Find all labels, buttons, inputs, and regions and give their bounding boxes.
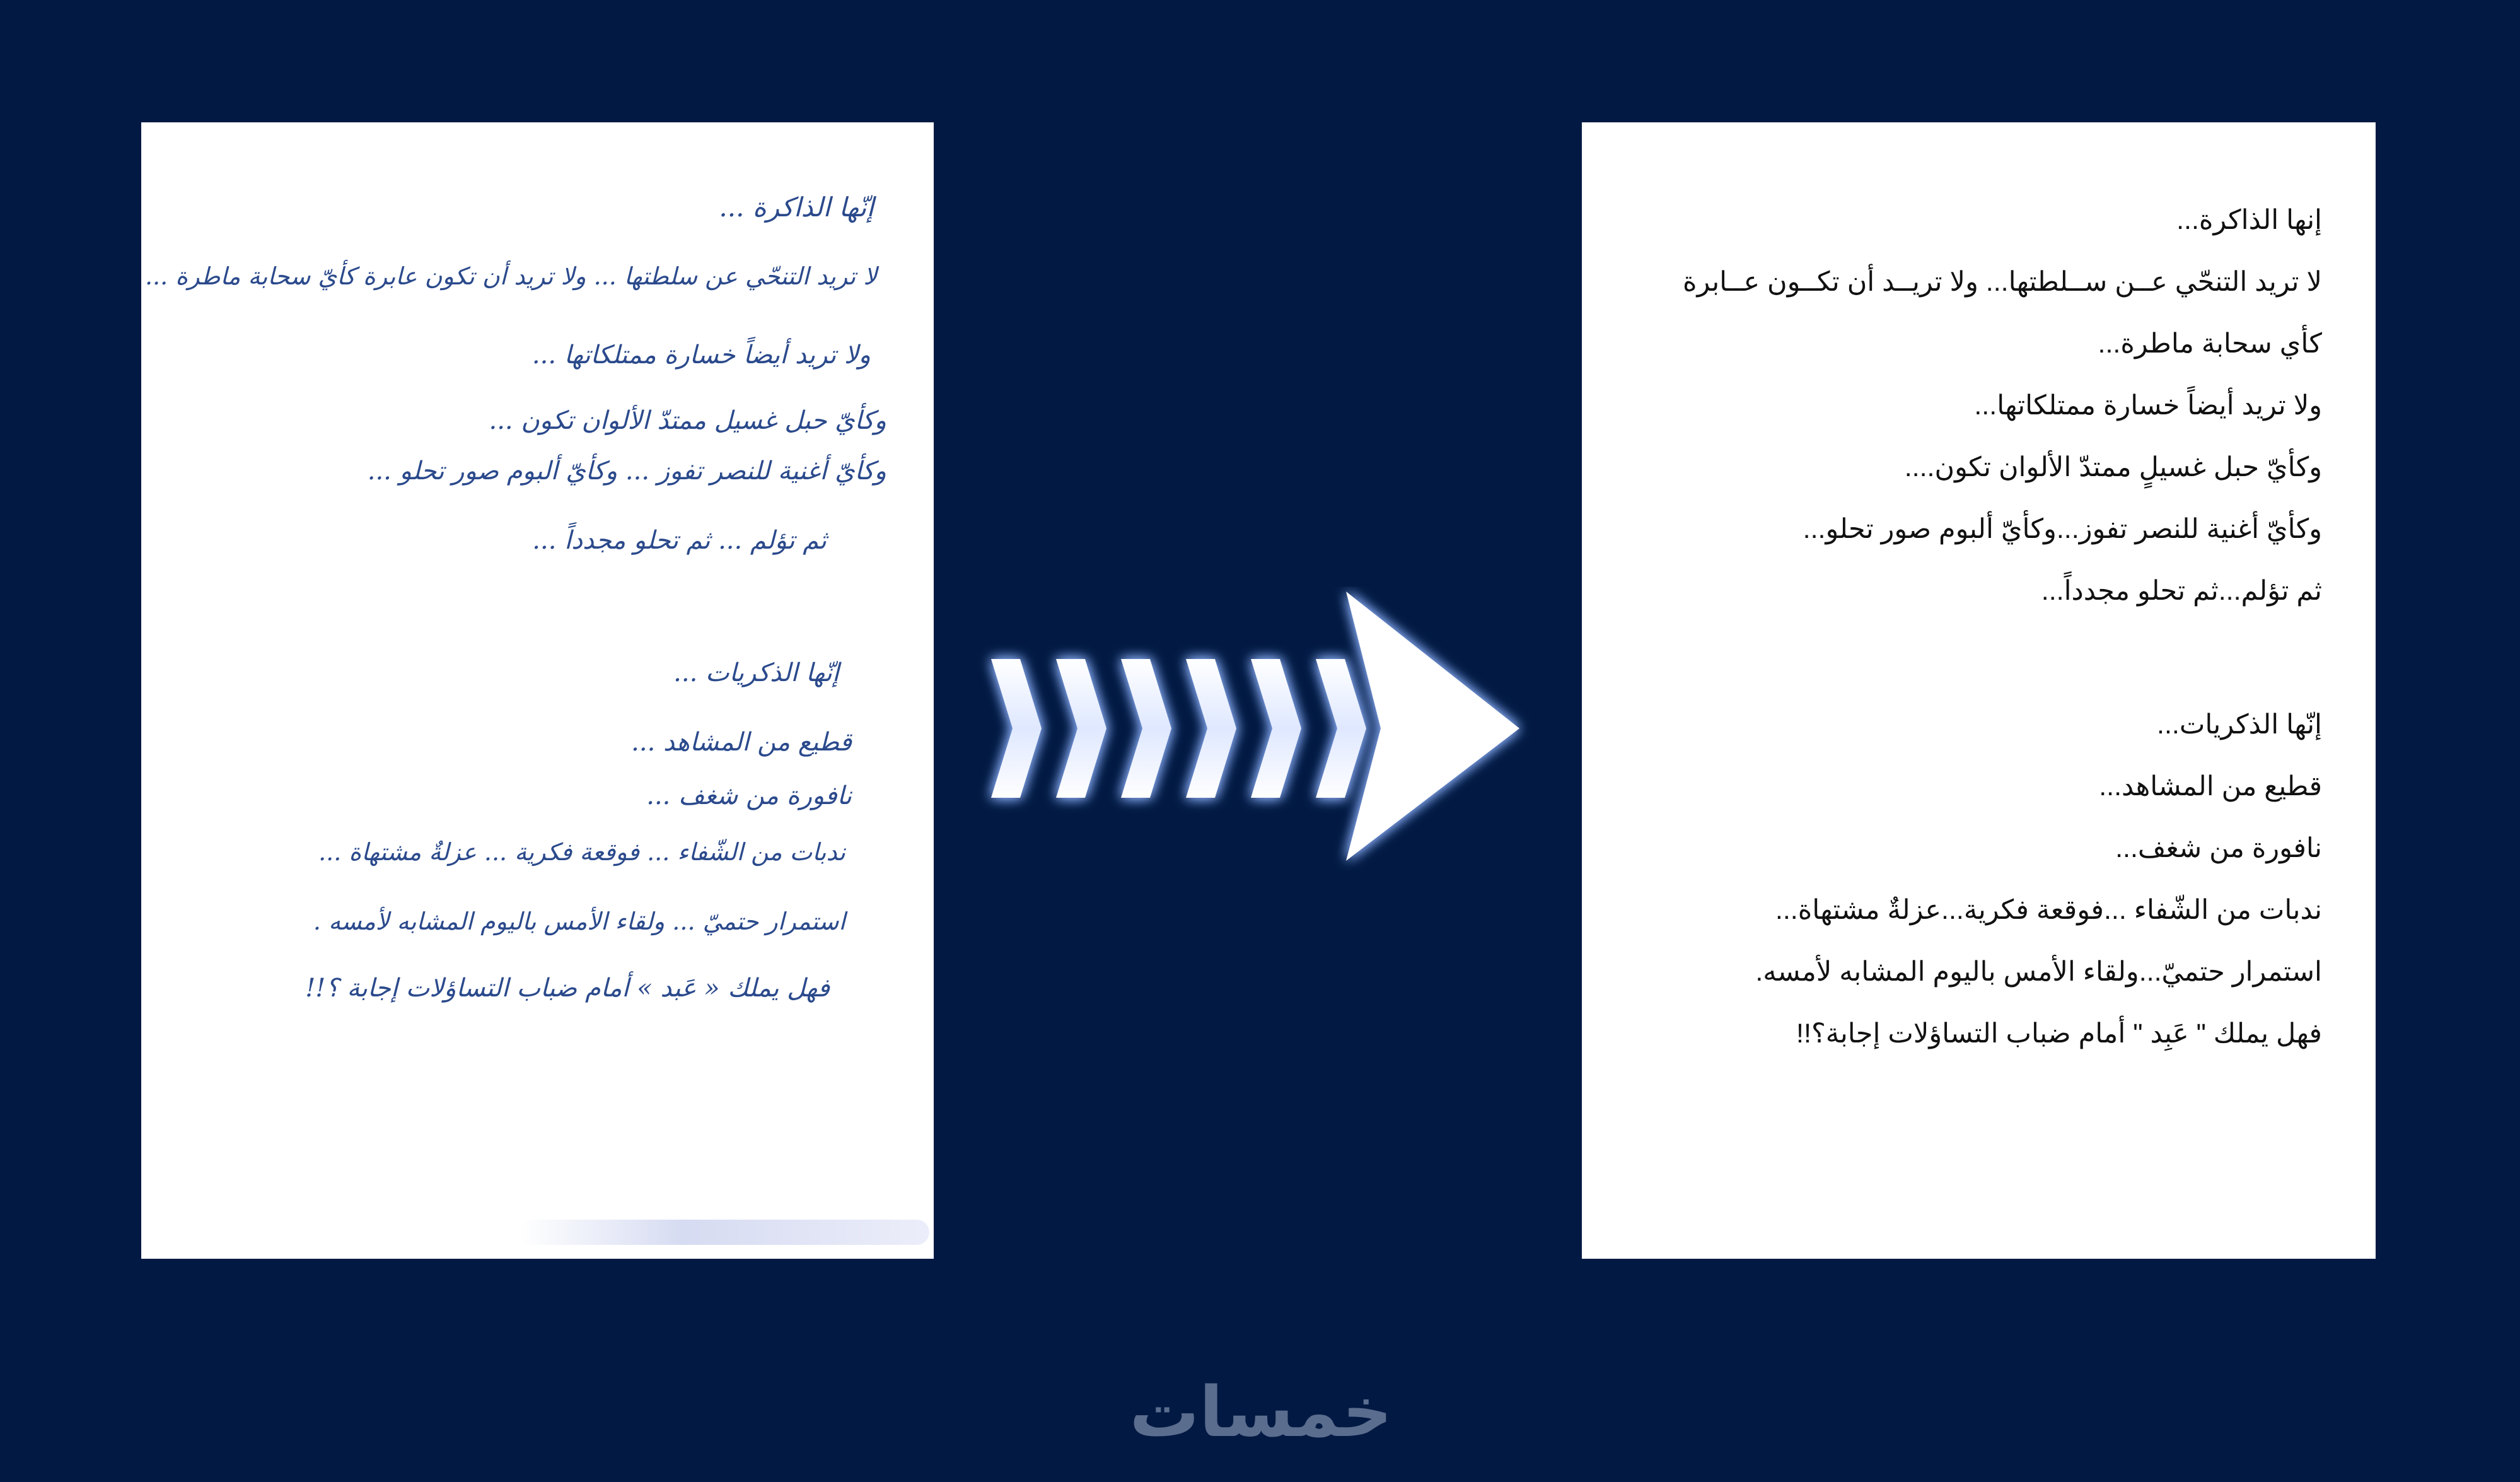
- handwritten-line: ولا تريد أيضاً خسارة ممتلكاتها ...: [531, 341, 871, 370]
- typed-line: نافورة من شغف...: [2115, 833, 2322, 863]
- typed-line: فهل يملك " عَبِد " أمام ضباب التساؤلات إجابة؟!!: [1796, 1018, 2322, 1049]
- handwritten-page: [141, 122, 934, 1259]
- arrow-icon: [977, 586, 1532, 870]
- typed-line: ولا تريد أيضاً خسارة ممتلكاتها...: [1974, 390, 2322, 421]
- typed-line: كأي سحابة ماطرة...: [2098, 329, 2322, 359]
- brand-logo: خمسات: [1129, 1372, 1393, 1452]
- typed-page: [1582, 122, 2376, 1259]
- typed-line: وكأيّ حبل غسيلٍ ممتدّ الألوان تكون....: [1904, 452, 2322, 482]
- handwritten-line: قطيع من المشاهد ...: [631, 728, 852, 757]
- handwritten-line: وكأيّ أغنية للنصر تفوز ... وكأيّ ألبوم صور تحلو ...: [367, 457, 886, 486]
- typed-line: ندبات من الشّفاء ...فوقعة فكرية...عزلةٌ مشتهاة...: [1775, 895, 2322, 925]
- handwritten-line: إنّها الذاكرة ...: [719, 192, 874, 223]
- handwritten-line: فهل يملك « عَبد » أمام ضباب التساؤلات إجابة ؟!!: [305, 974, 830, 1003]
- typed-line: لا تريد التنحّي عــن ســلطتها... ولا تريــد أن تكــون عــابرة: [1682, 267, 2322, 297]
- handwritten-line: استمرار حتميّ ... ولقاء الأمس باليوم المشابه لأمسه .: [313, 907, 845, 935]
- typed-line: ثم تؤلم...ثم تحلو مجدداً...: [2041, 576, 2322, 606]
- handwritten-line: نافورة من شغف ...: [646, 781, 852, 810]
- scan-smudge: [520, 1220, 929, 1245]
- handwritten-line: وكأيّ حبل غسيل ممتدّ الألوان تكون ...: [489, 406, 886, 435]
- typed-line: وكأيّ أغنية للنصر تفوز...وكأيّ ألبوم صور تحلو...: [1803, 514, 2322, 544]
- handwritten-line: إنّها الذكريات ...: [673, 658, 839, 687]
- typed-line: قطيع من المشاهد...: [2099, 771, 2322, 802]
- typed-line: إنّها الذكريات...: [2157, 709, 2322, 740]
- handwritten-line: ثم تؤلم ... ثم تحلو مجدداً ...: [532, 526, 827, 555]
- handwritten-line: لا تريد التنحّي عن سلطتها ... ولا تريد أن تكون عابرة كأيّ سحابة ماطرة ...: [144, 262, 877, 290]
- handwritten-line: ندبات من الشّفاء ... فوقعة فكرية ... عزلةٌ مشتهاة ...: [318, 838, 845, 866]
- typed-line: إنها الذاكرة...: [2176, 205, 2322, 235]
- typed-line: استمرار حتميّ...ولقاء الأمس باليوم المشابه لأمسه.: [1755, 957, 2322, 987]
